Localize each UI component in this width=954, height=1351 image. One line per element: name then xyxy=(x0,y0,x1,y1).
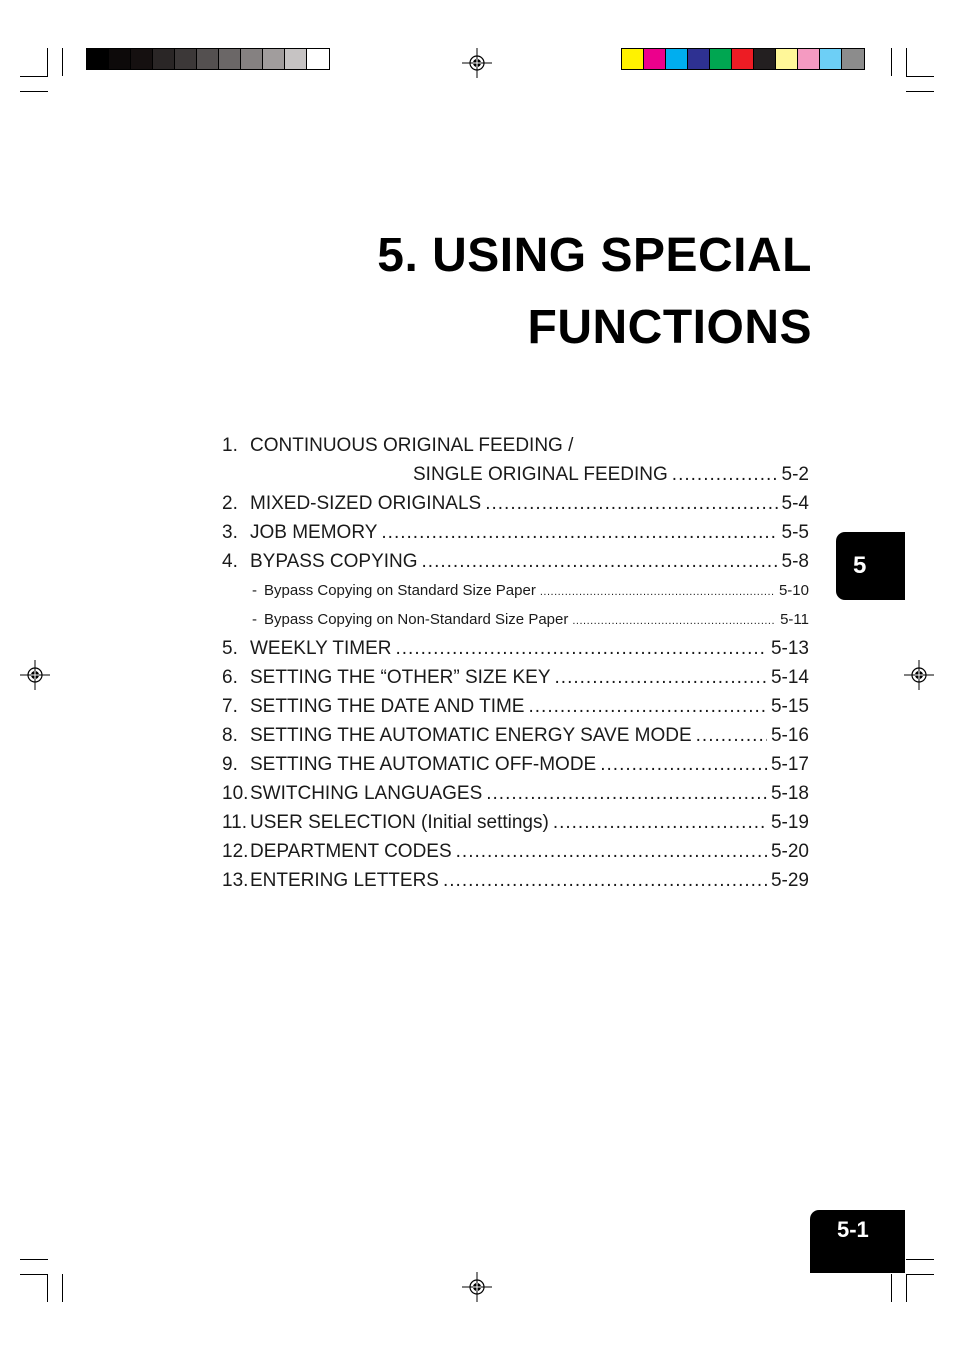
toc-entry-label: WEEKLY TIMER xyxy=(250,638,392,659)
toc-leader-dots xyxy=(696,721,767,750)
color-swatch xyxy=(109,49,131,69)
registration-target-bottom-icon xyxy=(462,1272,492,1302)
toc-entry-number: 12. xyxy=(222,841,249,862)
toc-entry-number: 6. xyxy=(222,667,238,688)
toc-leader-dots xyxy=(422,547,778,576)
toc-entry-page: 5-13 xyxy=(770,638,809,659)
toc-leader-dots xyxy=(672,460,778,489)
chapter-title-line-1: 5. USING SPECIAL xyxy=(377,229,812,282)
color-swatch xyxy=(307,49,329,69)
toc-entry-number: 5. xyxy=(222,638,238,659)
color-swatch xyxy=(798,49,820,69)
toc-entry-number: 1. xyxy=(222,435,238,456)
toc-entry-page: 5-20 xyxy=(770,841,809,862)
table-of-contents xyxy=(222,431,809,895)
color-swatch xyxy=(622,49,644,69)
toc-entry-page: 5-18 xyxy=(770,783,809,804)
toc-entry-page: 5-17 xyxy=(770,754,809,775)
registration-target-right-icon xyxy=(904,660,934,690)
toc-entry xyxy=(222,605,809,634)
toc-leader-dots xyxy=(540,578,775,605)
color-swatch xyxy=(754,49,776,69)
toc-entry xyxy=(222,576,809,605)
toc-entry-label: Bypass Copying on Non-Standard Size Paper xyxy=(264,611,569,628)
toc-entry-number: 9. xyxy=(222,754,238,775)
toc-entry-label: CONTINUOUS ORIGINAL FEEDING / xyxy=(250,435,574,456)
toc-entry xyxy=(222,721,809,750)
toc-entry xyxy=(222,489,809,518)
toc-entry-number: 4. xyxy=(222,551,238,572)
toc-entry-page: 5-2 xyxy=(781,464,809,485)
toc-entry-label: SINGLE ORIGINAL FEEDING xyxy=(413,464,668,485)
color-swatch xyxy=(688,49,710,69)
toc-leader-dots xyxy=(486,779,767,808)
toc-entry-page: 5-16 xyxy=(770,725,809,746)
color-swatch xyxy=(197,49,219,69)
color-swatch xyxy=(842,49,864,69)
toc-leader-dots xyxy=(381,518,777,547)
toc-entry-label: DEPARTMENT CODES xyxy=(250,841,452,862)
color-swatch xyxy=(263,49,285,69)
toc-entry-number: 7. xyxy=(222,696,238,717)
color-swatch xyxy=(131,49,153,69)
color-swatch xyxy=(285,49,307,69)
toc-leader-dots xyxy=(553,808,767,837)
color-swatch xyxy=(241,49,263,69)
toc-leader-dots xyxy=(600,750,767,779)
toc-leader-dots xyxy=(485,489,777,518)
color-swatch xyxy=(219,49,241,69)
toc-entry-page: 5-29 xyxy=(770,870,809,891)
color-swatch xyxy=(732,49,754,69)
chapter-side-tab: 5 xyxy=(836,532,905,600)
toc-entry-page: 5-5 xyxy=(781,522,809,543)
toc-leader-dots xyxy=(555,663,767,692)
color-swatch xyxy=(175,49,197,69)
toc-leader-dots xyxy=(528,692,766,721)
color-swatch xyxy=(776,49,798,69)
toc-entry-label: Bypass Copying on Standard Size Paper xyxy=(264,582,536,599)
registration-target-top-icon xyxy=(462,48,492,78)
toc-entry-number: 11. xyxy=(222,812,248,833)
toc-entry-page: 5-19 xyxy=(770,812,809,833)
toc-entry-label: SETTING THE AUTOMATIC ENERGY SAVE MODE xyxy=(250,725,692,746)
toc-entry-page: 5-4 xyxy=(781,493,809,514)
toc-entry-label: SETTING THE AUTOMATIC OFF-MODE xyxy=(250,754,597,775)
toc-entry xyxy=(222,750,809,779)
toc-entry-label: SETTING THE “OTHER” SIZE KEY xyxy=(250,667,551,688)
toc-entry-label: MIXED-SIZED ORIGINALS xyxy=(250,493,482,514)
toc-entry-page: 5-8 xyxy=(781,551,809,572)
color-swatch xyxy=(820,49,842,69)
toc-entry xyxy=(222,779,809,808)
toc-entry-number: 10. xyxy=(222,783,249,804)
toc-entry xyxy=(222,866,809,895)
registration-target-left-icon xyxy=(20,660,50,690)
toc-entry-page: 5-15 xyxy=(770,696,809,717)
toc-entry-label: BYPASS COPYING xyxy=(250,551,418,572)
toc-leader-dots xyxy=(395,634,766,663)
toc-entry-page: 5-14 xyxy=(770,667,809,688)
toc-entry-label: SWITCHING LANGUAGES xyxy=(250,783,483,804)
toc-entry-number: 2. xyxy=(222,493,238,514)
page-number: 5-1 xyxy=(810,1210,905,1273)
toc-leader-dots xyxy=(443,866,767,895)
toc-entry xyxy=(222,518,809,547)
toc-entry-label: ENTERING LETTERS xyxy=(250,870,439,891)
toc-entry xyxy=(222,460,809,489)
toc-entry xyxy=(222,692,809,721)
toc-entry-number: 13. xyxy=(222,870,249,891)
toc-entry-number: - xyxy=(252,611,257,628)
toc-entry-page: 5-11 xyxy=(780,611,809,628)
color-swatch xyxy=(644,49,666,69)
toc-entry-number: 8. xyxy=(222,725,238,746)
color-calibration-bar xyxy=(621,48,865,70)
toc-entry xyxy=(222,634,809,663)
toc-entry xyxy=(222,431,809,460)
toc-leader-dots xyxy=(456,837,767,866)
toc-entry-label: SETTING THE DATE AND TIME xyxy=(250,696,525,717)
toc-entry xyxy=(222,547,809,576)
toc-entry-page: 5-10 xyxy=(778,582,809,599)
toc-entry-label: JOB MEMORY xyxy=(250,522,378,543)
toc-entry-label: USER SELECTION (Initial settings) xyxy=(250,812,549,833)
grayscale-calibration-bar xyxy=(86,48,330,70)
chapter-title-line-2: FUNCTIONS xyxy=(527,301,812,354)
toc-entry xyxy=(222,663,809,692)
chapter-title xyxy=(377,220,812,364)
toc-leader-dots xyxy=(572,607,776,634)
color-swatch xyxy=(87,49,109,69)
toc-entry xyxy=(222,837,809,866)
color-swatch xyxy=(153,49,175,69)
toc-entry-number: - xyxy=(252,582,257,599)
toc-entry-number: 3. xyxy=(222,522,238,543)
color-swatch xyxy=(710,49,732,69)
color-swatch xyxy=(666,49,688,69)
toc-entry xyxy=(222,808,809,837)
